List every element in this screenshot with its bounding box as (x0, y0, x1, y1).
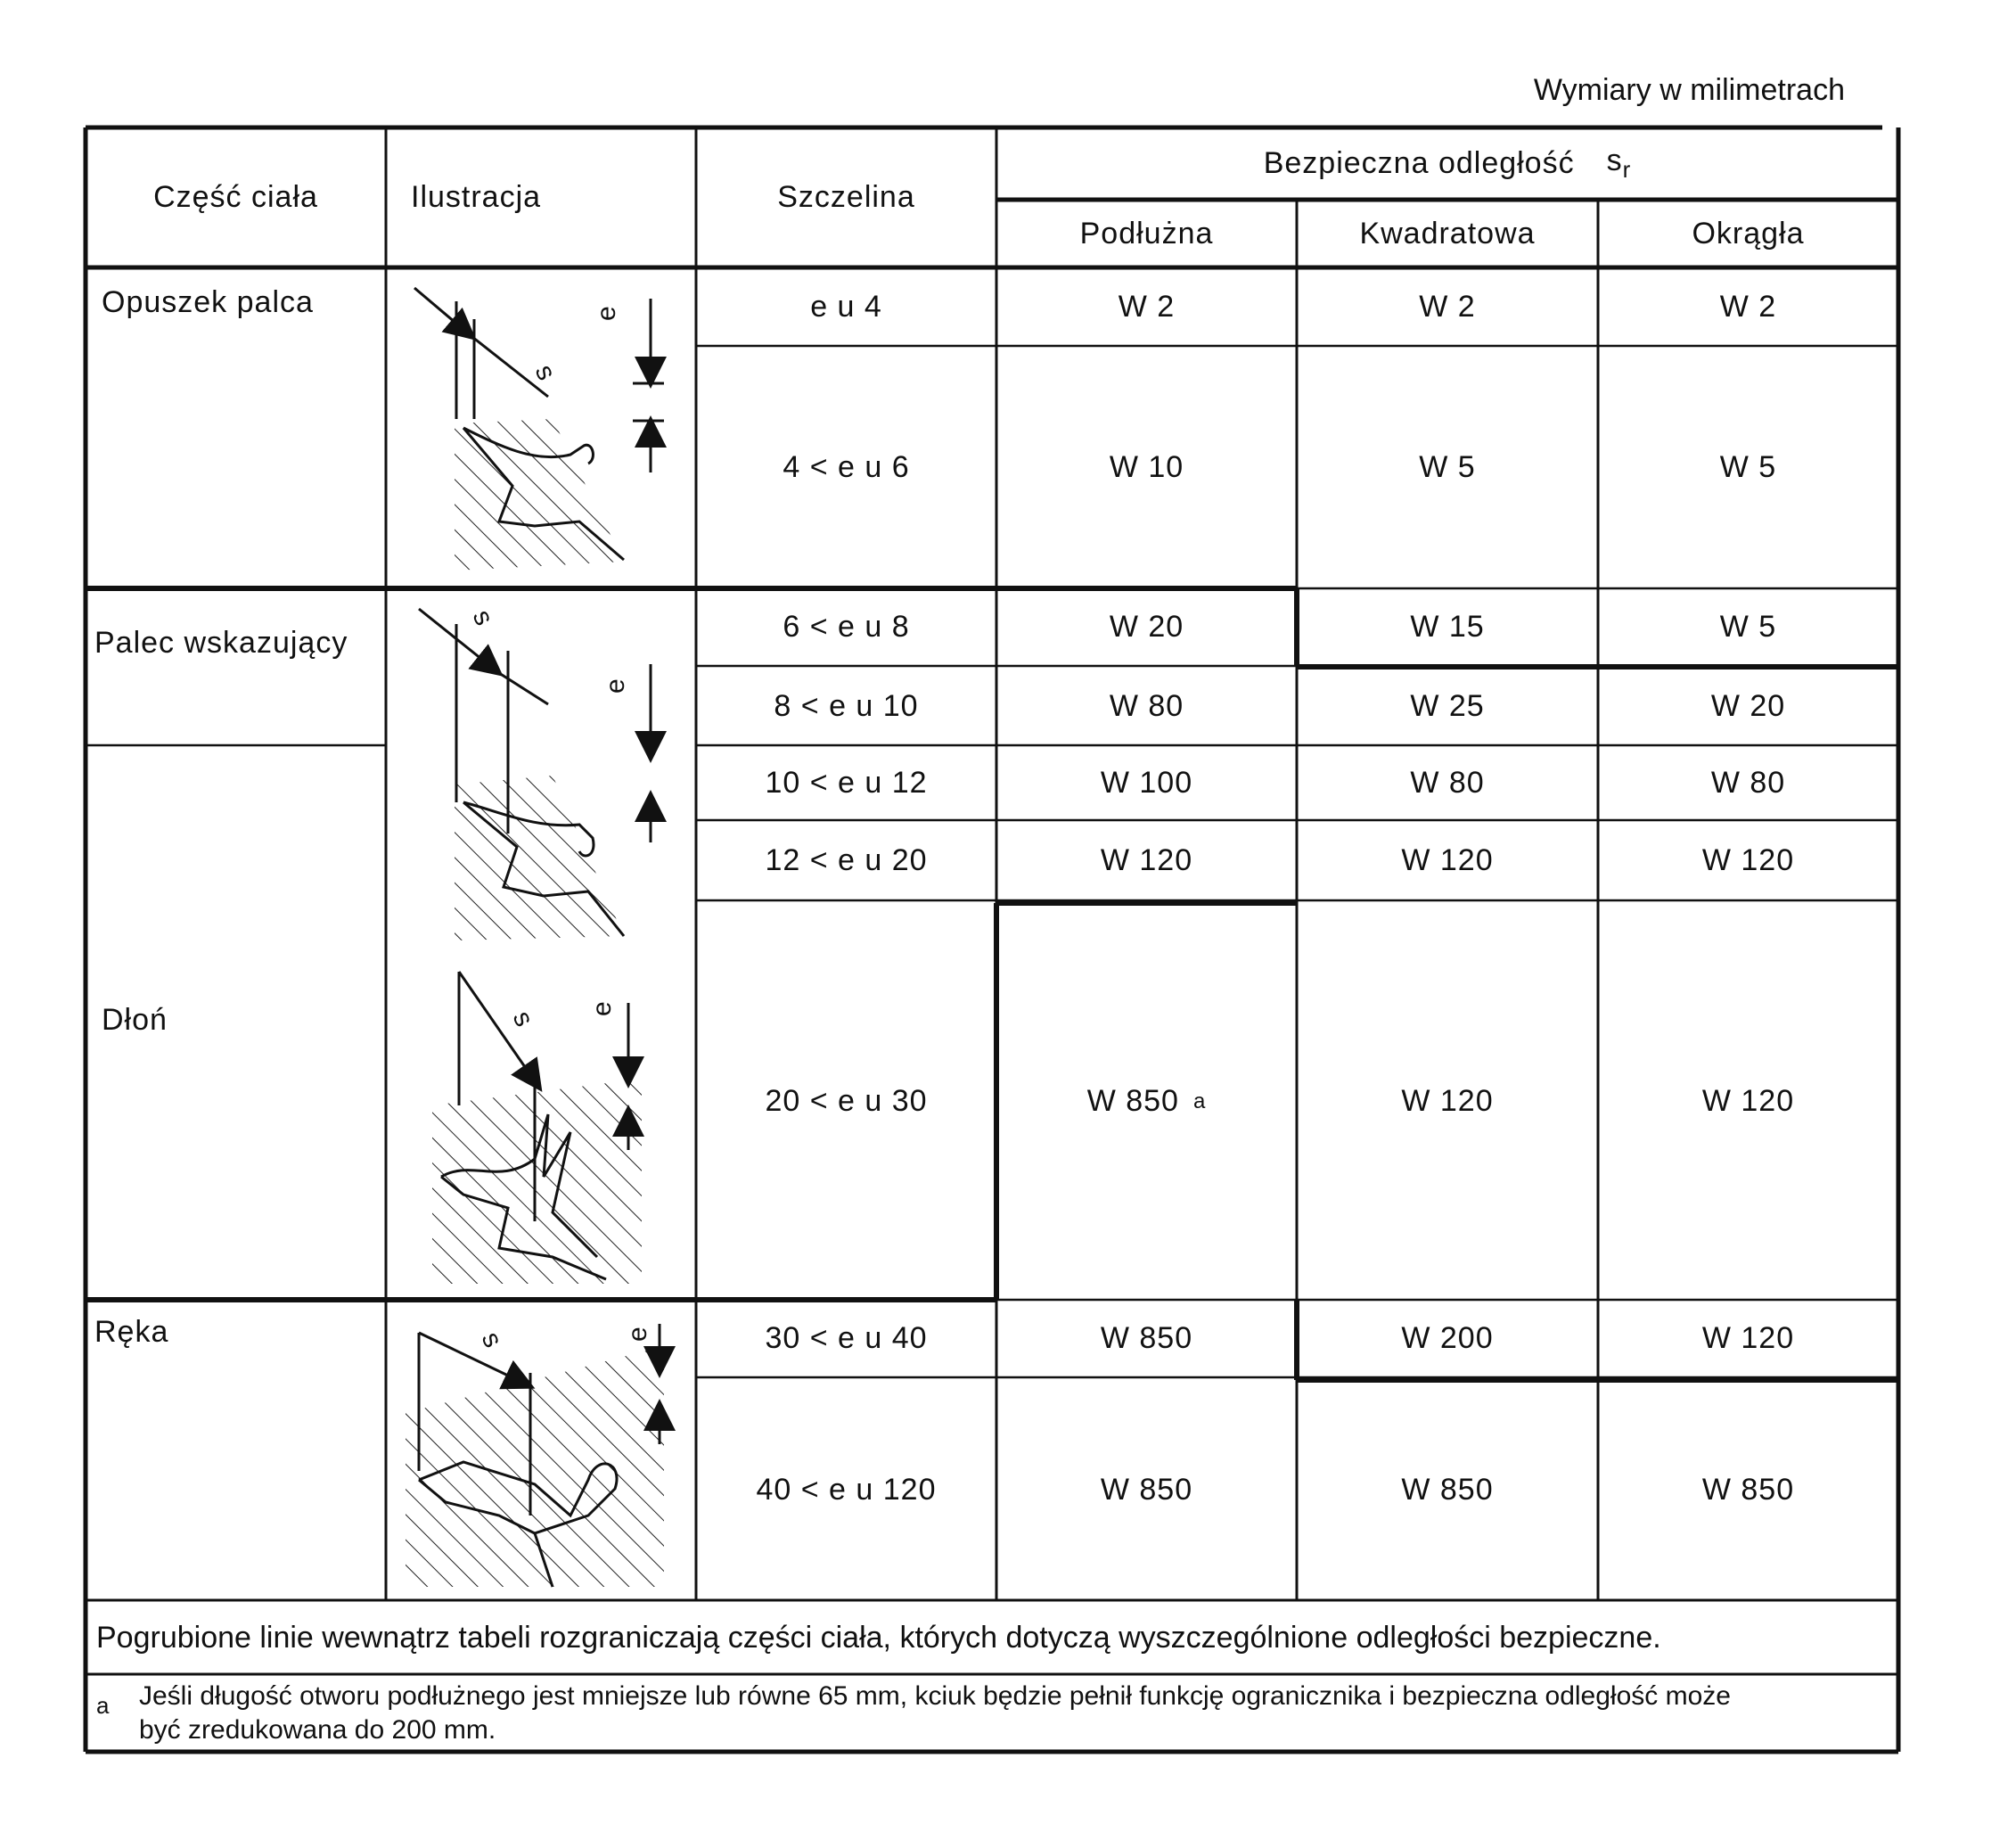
opening-cell: 6 < e u 8 (783, 610, 910, 644)
square-value: W 120 (1401, 1084, 1494, 1118)
footnote-marker: a (1192, 1088, 1207, 1113)
label-sr: s (475, 1327, 508, 1352)
slot-value: W 100 (1100, 765, 1193, 800)
round-value: W 850 (1701, 1473, 1795, 1507)
opening-cell: 4 < e u 6 (783, 449, 910, 484)
opening-cell: 10 < e u 12 (765, 765, 928, 800)
footnote-marker-label: a (96, 1692, 110, 1719)
round-value: W 80 (1710, 765, 1786, 800)
square-value: W 2 (1419, 289, 1476, 324)
slot-value: W 850 (1100, 1473, 1193, 1507)
opening-cell: 12 < e u 20 (765, 842, 928, 877)
opening-cell: 20 < e u 30 (765, 1084, 928, 1118)
footnote-line-1: Jeśli długość otworu podłużnego jest mniejsze lub równe 65 mm, kciuk będzie pełnił funkcję ogranicznika i bezpieczna odległość może (139, 1681, 1731, 1711)
label-e: e (592, 306, 621, 321)
label-sr: s (529, 360, 561, 385)
header-square: Kwadratowa (1359, 216, 1536, 251)
fingertip-illustration (414, 288, 664, 571)
label-e: e (587, 1001, 617, 1016)
opening-cell: 30 < e u 40 (765, 1321, 928, 1355)
square-value: W 850 (1401, 1473, 1494, 1507)
slot-value: W 2 (1118, 289, 1176, 324)
index-finger-illustration (419, 609, 651, 941)
opening-cell: 8 < e u 10 (774, 688, 919, 723)
label-sr: s (506, 1006, 539, 1031)
header-illustration: Ilustracja (411, 180, 542, 214)
sr-letter: s (1606, 144, 1623, 177)
arm-illustration (406, 1324, 664, 1587)
round-value: W 2 (1719, 289, 1777, 324)
square-value: W 5 (1419, 449, 1476, 484)
slot-value: W 80 (1109, 688, 1184, 723)
body-part-arm: Ręka (94, 1315, 169, 1349)
round-value: W 120 (1701, 1084, 1795, 1118)
table-note: Pogrubione linie wewnątrz tabeli rozgraniczają części ciała, których dotyczą wyszczególnione odległości bezpieczne. (96, 1621, 1661, 1655)
round-value: W 120 (1701, 842, 1795, 877)
round-value: W 5 (1719, 610, 1777, 644)
header-opening: Szczelina (777, 180, 915, 214)
square-value: W 80 (1410, 765, 1485, 800)
slot-value: W 120 (1100, 842, 1193, 877)
slot-value-text: W 850 (1086, 1084, 1179, 1118)
round-value: W 20 (1710, 688, 1786, 723)
square-value: W 25 (1410, 688, 1485, 723)
round-value: W 120 (1701, 1321, 1795, 1355)
square-value: W 200 (1401, 1321, 1494, 1355)
round-value: W 5 (1719, 449, 1777, 484)
header-body-part: Część ciała (153, 180, 318, 214)
safety-distance-label: Bezpieczna odległość (1263, 146, 1575, 180)
square-value: W 15 (1410, 610, 1485, 644)
opening-cell: 40 < e u 120 (756, 1473, 937, 1507)
sr-subscript: r (1622, 156, 1632, 183)
label-e: e (601, 678, 630, 694)
square-value: W 120 (1401, 842, 1494, 877)
body-part-palm: Dłoń (102, 1003, 168, 1037)
header-slot: Podłużna (1079, 216, 1214, 251)
footnote-line-2: być zredukowana do 200 mm. (139, 1715, 496, 1745)
header-round: Okrągła (1692, 216, 1805, 251)
slot-value: W 850 (1100, 1321, 1193, 1355)
body-part-index-finger: Palec wskazujący (94, 626, 348, 660)
slot-value: W 10 (1109, 449, 1184, 484)
label-sr: s (466, 605, 499, 630)
units-caption: Wymiary w milimetrach (1533, 73, 1845, 107)
slot-value: W 20 (1109, 610, 1184, 644)
opening-cell: e u 4 (810, 289, 882, 324)
label-e: e (623, 1327, 652, 1342)
body-part-fingertip: Opuszek palca (102, 285, 314, 319)
